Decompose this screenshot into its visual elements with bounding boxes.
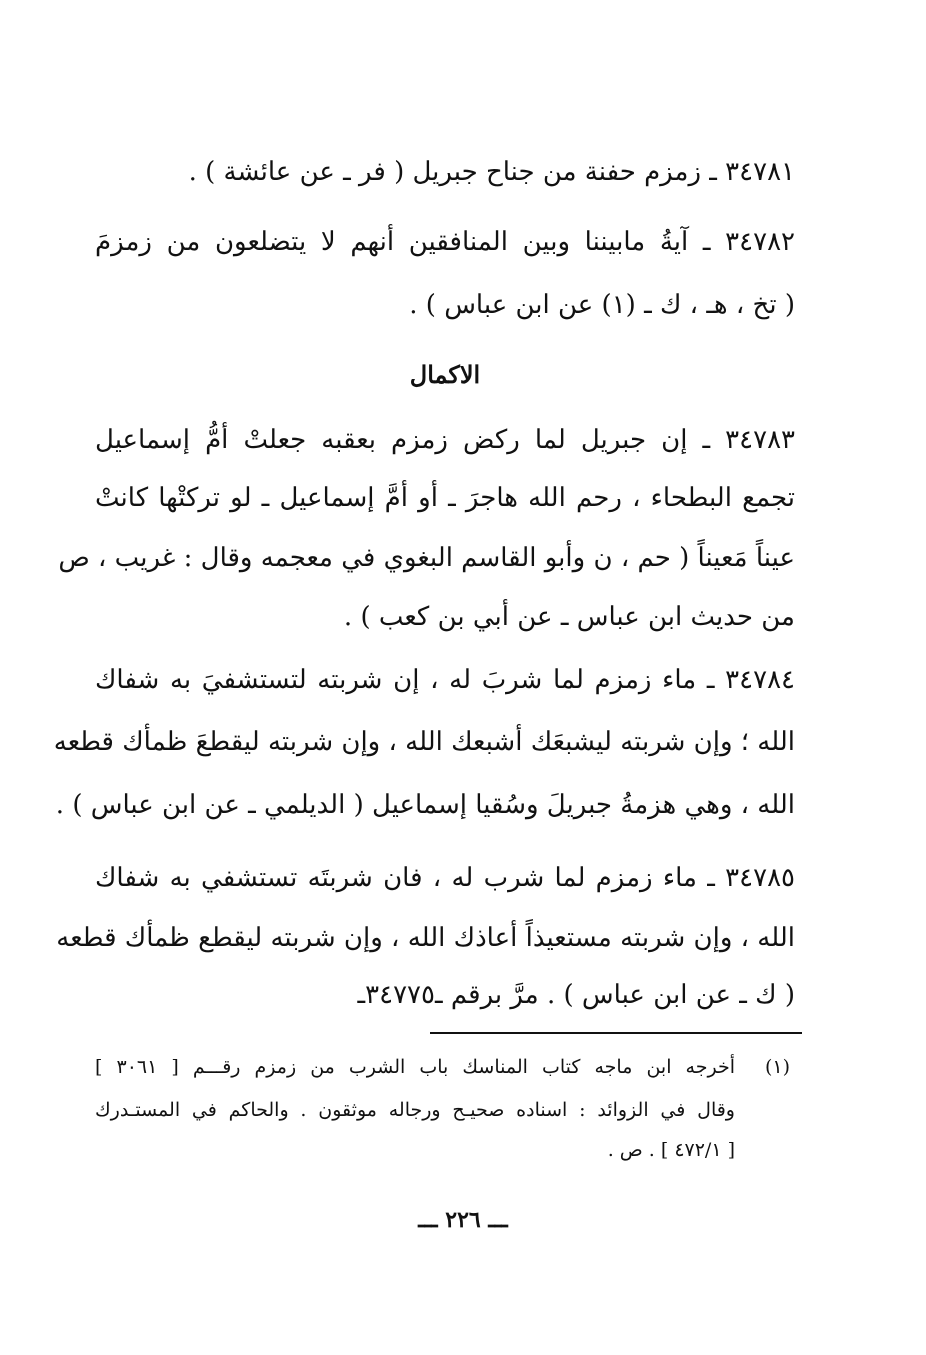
footnote-line-1: أخرجه ابن ماجه كتاب المناسك باب الشرب من زمزم رقـــم [ ٣٠٦١ ]: [95, 1056, 735, 1078]
hadith-34784-line-2: الله ؛ وإن شربته ليشبعَك أشبعك الله ، وإن شربته ليقطعَ ظمأك قطعه: [53, 727, 795, 757]
hadith-34781-line-1: ٣٤٧٨١ ـ زمزم حفنة من جناح جبريل ( فر ـ عن عائشة ) .: [188, 157, 795, 187]
hadith-34784-line-1: ٣٤٧٨٤ ـ ماء زمزم لما شربَ له ، إن شربته لتستشفيَ به شفاك: [95, 665, 795, 695]
hadith-34785-line-1: ٣٤٧٨٥ ـ ماء زمزم لما شرب له ، فان شربتَه تستشفي به شفاك: [95, 863, 795, 893]
hadith-34783-line-1: ٣٤٧٨٣ ـ إن جبريل لما ركض زمزم بعقبه جعلتْ أمُّ إسماعيل: [95, 425, 795, 455]
footnote-line-2: وقال في الزوائد : اسناده صحيـح ورجاله موثقون . والحاكم في المستـدرك: [95, 1099, 735, 1121]
hadith-34784-line-3: الله ، وهي هزمةُ جبريلَ وسُقيا إسماعيل ( الديلمي ـ عن ابن عباس ) .: [55, 790, 795, 820]
section-heading: الاكمال: [409, 360, 481, 389]
hadith-34782-line-1: ٣٤٧٨٢ ـ آيةُ مابيننا وبين المنافقين أنهم لا يتضلعون من زمزمَ: [95, 227, 795, 257]
footnote-marker: (١): [764, 1056, 790, 1078]
footnote-line-3: [ ٤٧٢/١ ] . ص .: [607, 1139, 735, 1161]
page-number: ـــ ٢٢٦ ـــ: [418, 1207, 508, 1233]
hadith-34783-line-3: عيناً مَعيناً ( حم ، ن وأبو القاسم البغوي في معجمه وقال : غريب ، ص: [58, 543, 795, 573]
hadith-34783-line-4: من حديث ابن عباس ـ عن أبي بن كعب ) .: [343, 602, 795, 632]
hadith-34782-line-2: ( تخ ، هـ ، ك ـ (١) عن ابن عباس ) .: [409, 290, 795, 320]
hadith-34783-line-2: تجمع البطحاء ، رحم الله هاجرَ ـ أو أمَّ إسماعيل ـ لو تركتْها كانتْ: [95, 483, 795, 513]
footnote-separator: [430, 1032, 802, 1034]
hadith-34785-line-3: ( ك ـ عن ابن عباس ) . مرَّ برقم ـ٣٤٧٧٥ـ: [357, 980, 795, 1010]
hadith-34785-line-2: الله ، وإن شربته مستعيذاً أعاذك الله ، وإن شربته ليقطع ظمأك قطعه: [56, 923, 795, 953]
